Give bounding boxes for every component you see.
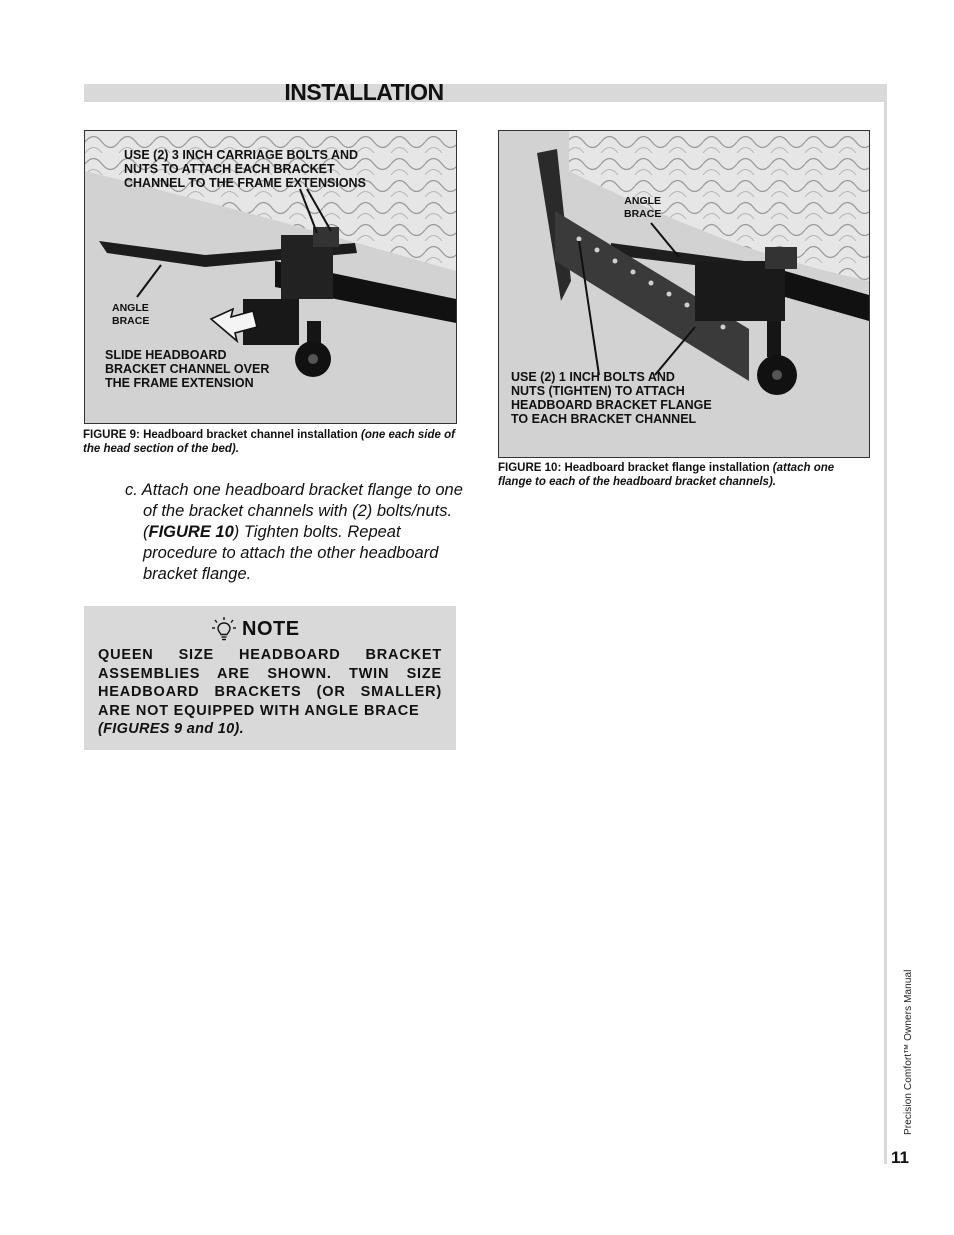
figure-9-brace-callout: ANGLE BRACE [112,302,150,327]
figure-10-bolts-callout: USE (2) 1 INCH BOLTS AND NUTS (TIGHTEN) TO ATTACH HEADBOARD BRACKET FLANGE TO EACH BRACKET CHANNEL [511,370,712,426]
note-body: QUEEN SIZE HEADBOARD BRACKET ASSEMBLIES ARE SHOWN. TWIN SIZE HEADBOARD BRACKETS (OR SMALLER) ARE NOT EQUIPPED WITH ANGLE BRACE (FIGURES 9 and 10). [98,647,442,737]
figure-10-brace-callout: ANGLE BRACE [624,195,662,220]
figure-9-caption: FIGURE 9: Headboard bracket channel installation (one each side of the head section of the bed). [83,429,455,455]
bracket-channel-shape [695,261,785,321]
figure-9-slide-callout: SLIDE HEADBOARD BRACKET CHANNEL OVER THE FRAME EXTENSION [105,348,270,390]
figure-10-photo [498,130,870,458]
page-title: INSTALLATION [284,79,444,105]
right-margin-rule [884,84,887,1164]
page-number: 11 [891,1148,909,1167]
figure-10-caption: FIGURE 10: Headboard bracket flange installation (attach one flange to each of the headboard bracket channels). [498,462,835,488]
note-figure-reference: (FIGURES 9 and 10). [98,721,244,737]
note-title: NOTE [242,617,300,640]
step-c-instruction: c. Attach one headboard bracket flange to one of the bracket channels with (2) bolts/nuts. (FIGURE 10) Tighten bolts. Repeat procedure to attach the other headboard bracket flange. [125,481,463,583]
note-box [84,606,456,750]
frame-extension-shape [785,271,869,321]
manual-side-label: Precision Comfort™ Owners Manual [903,969,914,1135]
figure-9-bolts-callout: USE (2) 3 INCH CARRIAGE BOLTS AND NUTS TO ATTACH EACH BRACKET CHANNEL TO THE FRAME EXTENSIONS [124,148,366,190]
lightbulb-icon [212,616,236,642]
figure-9-photo [84,130,457,424]
note-header [212,616,300,642]
